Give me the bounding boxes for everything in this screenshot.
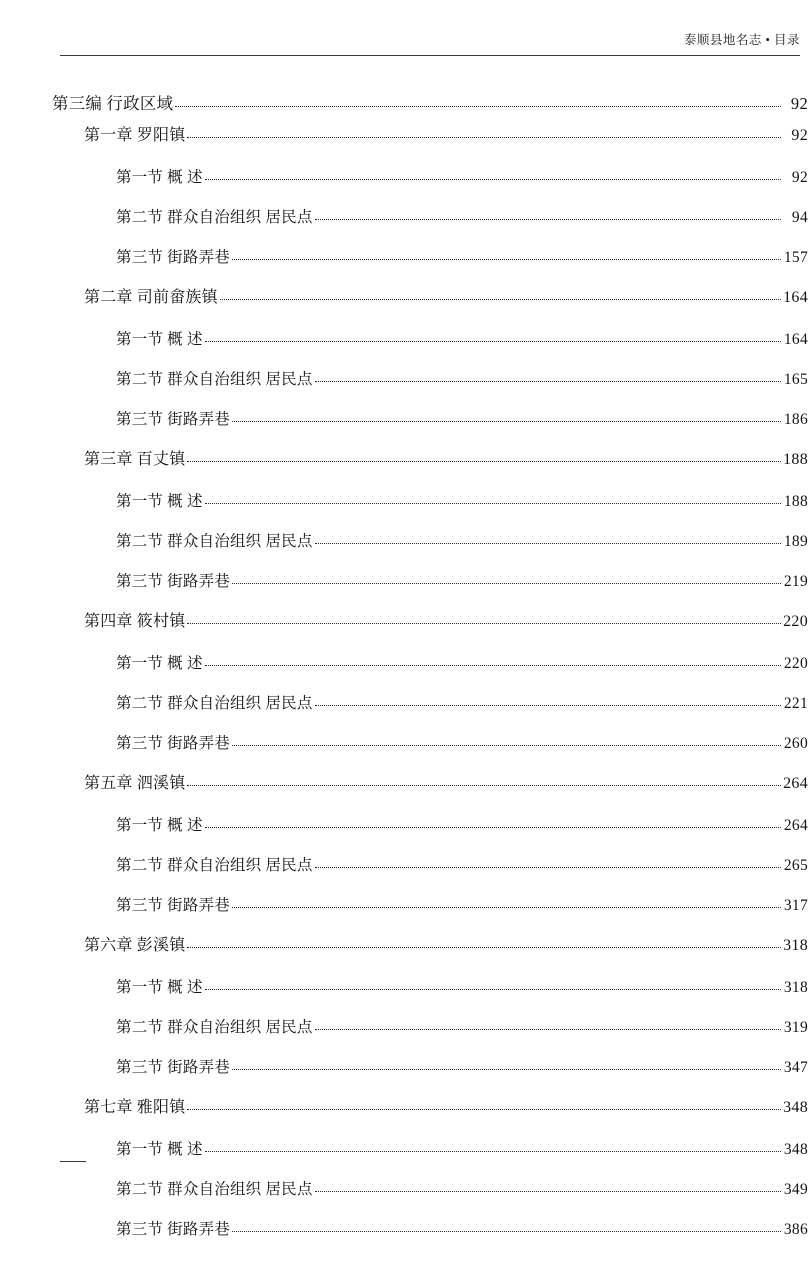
header-divider [60, 55, 800, 56]
toc-entry-page-number: 164 [783, 289, 808, 306]
toc-entry[interactable] [48, 696, 808, 736]
toc-entry-page-number: 189 [783, 533, 808, 550]
toc-entry[interactable] [48, 938, 808, 980]
toc-entry-page-number: 188 [783, 451, 808, 468]
table-of-contents [48, 96, 808, 1262]
toc-leader-dots [205, 503, 781, 504]
toc-entry[interactable] [48, 412, 808, 452]
running-header [60, 30, 800, 64]
toc-entry-page-number: 221 [783, 695, 808, 712]
toc-entry[interactable] [48, 980, 808, 1020]
toc-entry[interactable] [48, 858, 808, 898]
toc-leader-dots [315, 705, 781, 706]
toc-entry-label: 第一节 概 述 [116, 1141, 203, 1158]
toc-entry[interactable] [48, 656, 808, 696]
toc-leader-dots [232, 583, 781, 584]
toc-entry-label: 第一节 概 述 [116, 979, 203, 996]
toc-entry-label: 第一节 概 述 [116, 655, 203, 672]
toc-entry[interactable] [48, 574, 808, 614]
toc-entry[interactable] [48, 818, 808, 858]
toc-leader-dots [205, 1151, 781, 1152]
toc-entry-page-number: 347 [783, 1059, 808, 1076]
toc-entry-label: 第四章 筱村镇 [84, 613, 186, 630]
toc-leader-dots [205, 341, 781, 342]
toc-leader-dots [205, 665, 781, 666]
toc-leader-dots [220, 299, 781, 300]
toc-entry-label: 第一节 概 述 [116, 169, 203, 186]
toc-entry-page-number: 92 [791, 127, 808, 144]
toc-entry-label: 第三节 街路弄巷 [116, 897, 230, 914]
toc-entry-label: 第三节 街路弄巷 [116, 411, 230, 428]
toc-leader-dots [232, 745, 781, 746]
toc-entry-page-number: 94 [791, 209, 808, 226]
toc-leader-dots [315, 543, 781, 544]
toc-entry-label: 第二节 群众自治组织 居民点 [116, 1019, 313, 1036]
toc-entry[interactable] [48, 1142, 808, 1182]
toc-entry-label: 第一节 概 述 [116, 331, 203, 348]
toc-leader-dots [232, 259, 781, 260]
toc-leader-dots [315, 219, 781, 220]
toc-entry-page-number: 260 [783, 735, 808, 752]
toc-leader-dots [232, 1069, 781, 1070]
toc-leader-dots [205, 179, 781, 180]
toc-entry[interactable] [48, 1100, 808, 1142]
toc-entry-page-number: 349 [783, 1181, 808, 1198]
toc-entry-label: 第三节 街路弄巷 [116, 573, 230, 590]
toc-entry[interactable] [48, 210, 808, 250]
toc-leader-dots [232, 421, 781, 422]
toc-entry-page-number: 264 [783, 817, 808, 834]
toc-leader-dots [232, 1231, 781, 1232]
toc-entry-page-number: 319 [783, 1019, 808, 1036]
toc-entry-label: 第二节 群众自治组织 居民点 [116, 857, 313, 874]
toc-leader-dots [315, 381, 781, 382]
toc-entry[interactable] [48, 1222, 808, 1262]
toc-entry[interactable] [48, 452, 808, 494]
running-header-title: 泰顺县地名志 • 目录 [683, 33, 800, 47]
toc-leader-dots [205, 989, 781, 990]
toc-leader-dots [205, 827, 781, 828]
toc-entry-label: 第二章 司前畲族镇 [84, 289, 218, 306]
toc-entry[interactable] [48, 170, 808, 210]
toc-entry-page-number: 188 [783, 493, 808, 510]
toc-entry-page-number: 265 [783, 857, 808, 874]
toc-entry[interactable] [48, 332, 808, 372]
toc-entry-page-number: 157 [783, 249, 808, 266]
toc-entry-page-number: 220 [783, 613, 808, 630]
toc-entry-label: 第三章 百丈镇 [84, 451, 186, 468]
toc-entry[interactable] [48, 128, 808, 170]
toc-entry-page-number: 348 [783, 1099, 808, 1116]
toc-entry-label: 第二节 群众自治组织 居民点 [116, 695, 313, 712]
toc-leader-dots [187, 461, 781, 462]
toc-entry-page-number: 164 [783, 331, 808, 348]
toc-entry-page-number: 186 [783, 411, 808, 428]
footer-rule-mark [60, 1161, 86, 1162]
toc-entry-label: 第三节 街路弄巷 [116, 249, 230, 266]
toc-entry-page-number: 92 [791, 169, 808, 186]
toc-entry-page-number: 219 [783, 573, 808, 590]
toc-entry-page-number: 220 [783, 655, 808, 672]
toc-entry-page-number: 165 [783, 371, 808, 388]
toc-entry-label: 第三节 街路弄巷 [116, 735, 230, 752]
toc-entry-label: 第一章 罗阳镇 [84, 127, 186, 144]
toc-leader-dots [187, 623, 781, 624]
toc-entry[interactable] [48, 250, 808, 290]
toc-leader-dots [187, 785, 781, 786]
toc-entry-page-number: 386 [783, 1221, 808, 1238]
toc-entry-label: 第一节 概 述 [116, 817, 203, 834]
toc-entry[interactable] [48, 1020, 808, 1060]
toc-entry-label: 第六章 彭溪镇 [84, 937, 186, 954]
toc-leader-dots [315, 867, 781, 868]
toc-leader-dots [232, 907, 781, 908]
toc-entry[interactable] [48, 290, 808, 332]
toc-entry[interactable] [48, 898, 808, 938]
toc-entry[interactable] [48, 1182, 808, 1222]
toc-entry-label: 第二节 群众自治组织 居民点 [116, 209, 313, 226]
toc-leader-dots [187, 137, 781, 138]
toc-entry-label: 第二节 群众自治组织 居民点 [116, 1181, 313, 1198]
toc-entry-label: 第五章 泗溪镇 [84, 775, 186, 792]
toc-entry-label: 第二节 群众自治组织 居民点 [116, 371, 313, 388]
toc-leader-dots [175, 106, 781, 107]
toc-entry[interactable] [48, 776, 808, 818]
toc-leader-dots [187, 1109, 781, 1110]
toc-leader-dots [187, 947, 781, 948]
toc-leader-dots [315, 1029, 781, 1030]
toc-entry[interactable] [48, 494, 808, 534]
toc-entry-page-number: 317 [783, 897, 808, 914]
toc-entry[interactable] [48, 534, 808, 574]
toc-entry-label: 第三节 街路弄巷 [116, 1059, 230, 1076]
toc-entry-label: 第三编 行政区域 [52, 94, 174, 113]
toc-entry-label: 第二节 群众自治组织 居民点 [116, 533, 313, 550]
toc-entry-label: 第三节 街路弄巷 [116, 1221, 230, 1238]
toc-entry[interactable] [48, 736, 808, 776]
toc-entry-page-number: 264 [783, 775, 808, 792]
toc-entry-page-number: 318 [783, 937, 808, 954]
toc-entry-label: 第七章 雅阳镇 [84, 1099, 186, 1116]
toc-entry-page-number: 348 [783, 1141, 808, 1158]
toc-entry[interactable] [48, 372, 808, 412]
toc-entry[interactable] [48, 614, 808, 656]
toc-entry-label: 第一节 概 述 [116, 493, 203, 510]
toc-entry-page-number: 318 [783, 979, 808, 996]
toc-entry-page-number: 92 [790, 94, 808, 113]
toc-entry[interactable] [48, 1060, 808, 1100]
toc-entry[interactable] [48, 96, 808, 128]
toc-leader-dots [315, 1191, 781, 1192]
